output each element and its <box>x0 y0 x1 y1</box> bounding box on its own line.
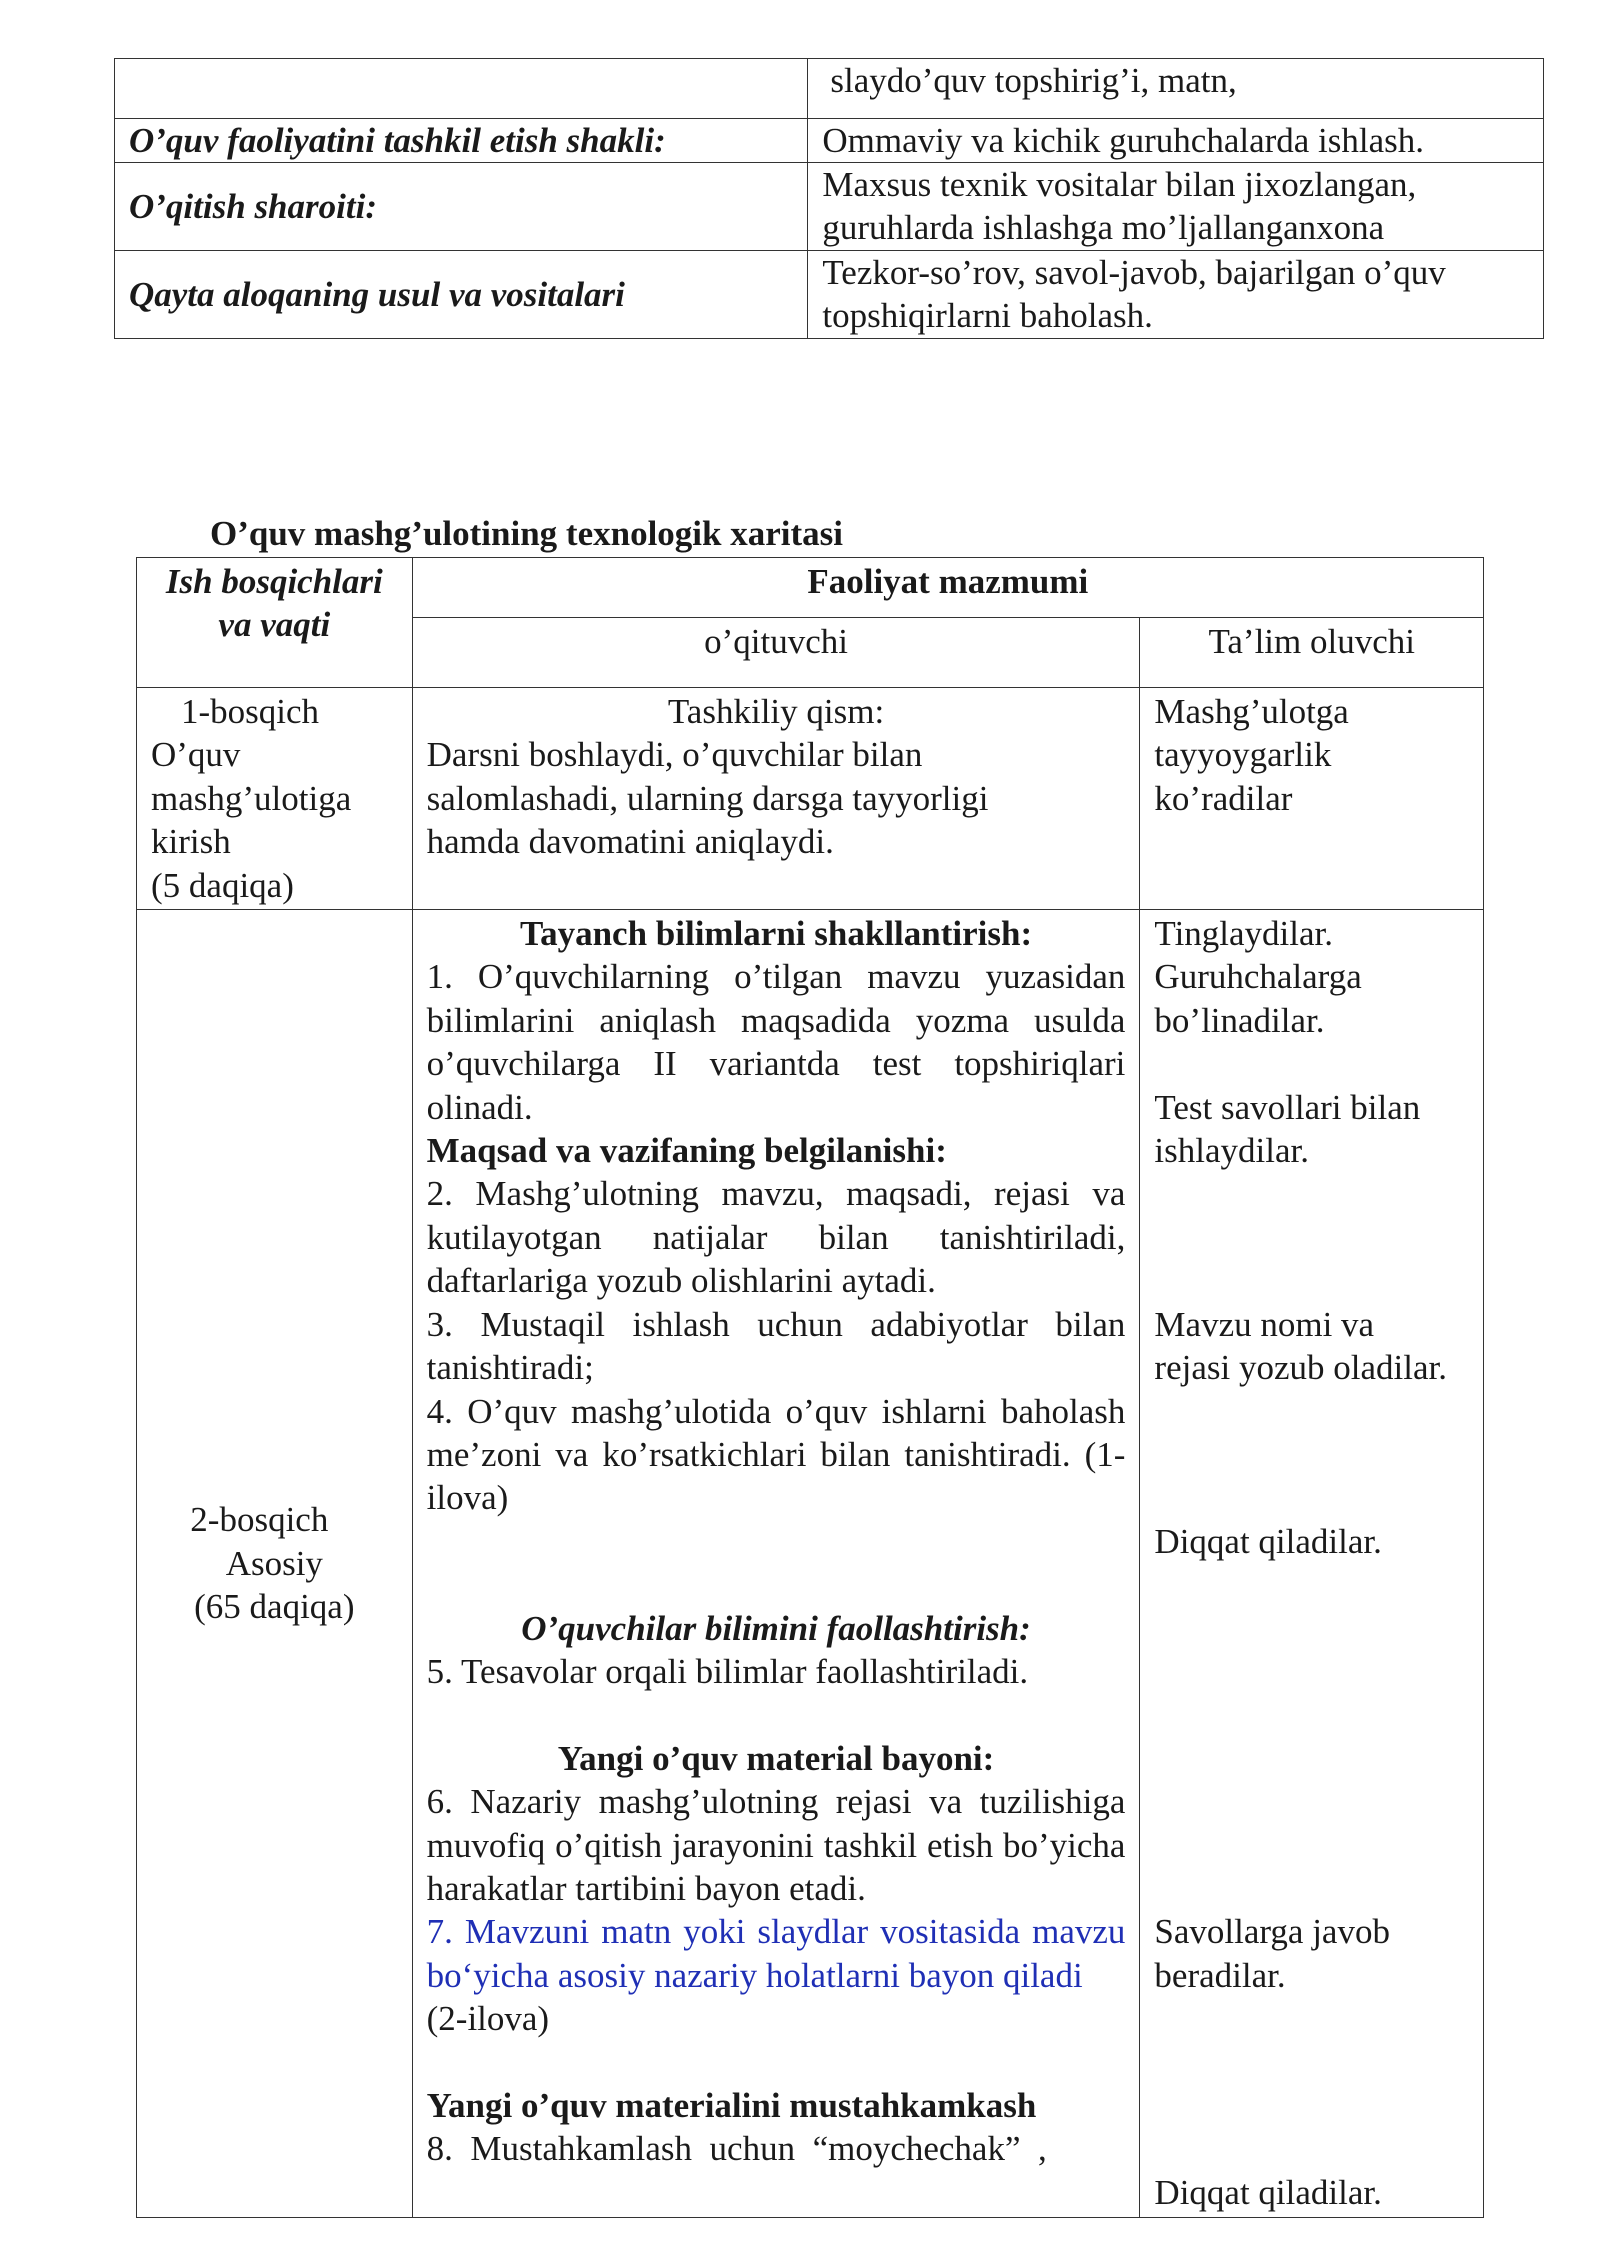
table-row <box>115 119 1544 163</box>
conditions-label: O’qitish sharoiti: <box>115 163 808 251</box>
conditions-value: Maxsus texnik vositalar bilan jixozlangan, guruhlarda ishlashga mo’ljallanganxona <box>808 163 1544 251</box>
form-value: Ommaviy va kichik guruhchalarda ishlash. <box>808 119 1544 163</box>
section-heading: Maqsad va vazifaning belgilanishi: <box>426 1131 947 1171</box>
content-column-header: Faoliyat mazmumi <box>412 558 1483 618</box>
section-heading: Yangi o’quv material bayoni: <box>557 1738 995 1778</box>
empty-cell <box>115 59 808 119</box>
table-row <box>115 251 1544 339</box>
stage2-teacher-cell <box>412 910 1140 2218</box>
step-7: 7. Mavzuni matn yoki slaydlar vositasida mavzu boʻyicha asosiy nazariy holatlarni bayon qiladi <box>426 1912 1126 1995</box>
stage1-row <box>137 688 1484 910</box>
form-label: O’quv faoliyatini tashkil etish shakli: <box>115 119 808 163</box>
materials-value: slaydo’quv topshirig’i, matn, <box>808 59 1544 119</box>
stage1-student-cell: Mashg’ulotga tayyoygarlik ko’radilar <box>1140 688 1484 910</box>
stage2-student-cell: Tinglaydilar. Guruhchalarga bo’linadilar. Test savollari bilan ishlaydilar. Mavzu nomi va rejasi yozub oladilar. Diqqat qiladilar. Savollarga javob beradilar. Diqqat qiladilar. <box>1140 910 1484 2218</box>
stage2-row <box>137 910 1484 2218</box>
map-title: O’quv mashg’ulotining texnologik xaritasi <box>210 514 844 553</box>
step-3: 3. Mustaqil ishlash uchun adabiyotlar bilan tanishtiradi; <box>426 1304 1126 1388</box>
step-7-appendix: (2-ilova) <box>426 1999 550 2039</box>
step-6: 6. Nazariy mashg’ulotning rejasi va tuzilishiga muvofiq o’qitish jarayonini tashkil etish bo’yicha harakatlar tartibini bayon etadi. <box>426 1782 1126 1908</box>
step-5: 5. Tesavolar orqali bilimlar faollashtiriladi. <box>426 1651 1029 1691</box>
teacher-column-header: o’qituvchi <box>412 618 1140 688</box>
section-heading: Yangi o’quv materialini mustahkamkash <box>426 2085 1037 2125</box>
technological-map-table <box>136 557 1484 2218</box>
table-row <box>115 163 1544 251</box>
feedback-label: Qayta aloqaning usul va vositalari <box>115 251 808 339</box>
section-heading: Tayanch bilimlarni shakllantirish: <box>519 914 1033 954</box>
step-8: 8. Mustahkamlash uchun “moychechak” , <box>426 2129 1047 2169</box>
step-2: 2. Mashg’ulotning mavzu, maqsadi, rejasi va kutilayotgan natijalar bilan tanishtiriladi, daftarlariga yozub olishlarini aytadi. <box>426 1174 1126 1301</box>
stage1-cell: 1-bosqich O’quv mashg’ulotiga kirish (5 daqiqa) <box>137 688 413 910</box>
step-4: 4. O’quv mashg’ulotida o’quv ishlarni baholash me’zoni va ko’rsatkichlari bilan tanishtiradi. (1-ilova) <box>426 1391 1126 1518</box>
table-row <box>115 59 1544 119</box>
step-1: 1. O’quvchilarning o’tilgan mavzu yuzasidan bilimlarini aniqlash maqsadida yozma usulda o’quvchilarga II variantda test topshiriqlari olinadi. <box>426 957 1126 1127</box>
stage-column-header: Ish bosqichlari va vaqti <box>137 558 413 688</box>
feedback-value: Tezkor-so’rov, savol-javob, bajarilgan o’quv topshiqirlarni baholash. <box>808 251 1544 339</box>
lesson-info-table <box>114 58 1544 339</box>
header-row <box>137 558 1484 618</box>
stage2-cell: 2-bosqich Asosiy (65 daqiqa) <box>137 910 413 2218</box>
stage1-teacher-cell: Tashkiliy qism: Darsni boshlaydi, o’quvchilar bilan salomlashadi, ularning darsga tayyorligi hamda davomatini aniqlaydi. <box>412 688 1140 910</box>
section-heading: O’quvchilar bilimini faollashtirish: <box>521 1608 1031 1648</box>
student-column-header: Ta’lim oluvchi <box>1140 618 1484 688</box>
